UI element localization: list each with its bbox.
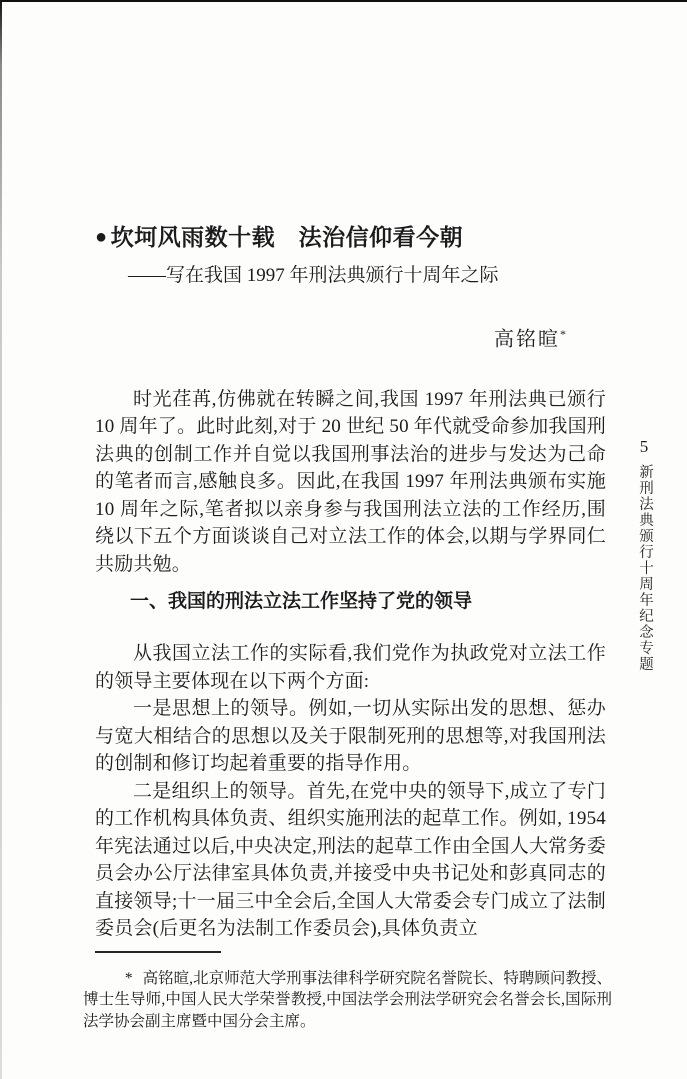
article-subtitle: ——写在我国 1997 年刑法典颁行十周年之际 [128, 265, 499, 286]
section-paragraph: 二是组织上的领导。首先,在党中央的领导下,成立了专门的工作机构具体负责、组织实施刑法的起草工作。例如, 1954 年宪法通过以后,中央决定,刑法的起草工作由全国人大常务委员会办公厅法律室具体负责,并接受中央书记处和彭真同志的直接领导;十一届三中全会后,全国人大常委会专门成立了法制委员会(后更名为法制工作委员会),具体负责立 [95, 780, 606, 940]
footnote-mark: * [124, 969, 133, 987]
section-heading: 一、我国的刑法立法工作坚持了党的领导 [130, 591, 473, 613]
topic-caption-vertical: 新刑法典颁行十周年纪念专题 [637, 464, 653, 672]
article-title [95, 224, 606, 253]
author-line [95, 322, 606, 352]
section-paragraph: 一是思想上的领导。例如,一切从实际出发的思想、惩办与宽大相结合的思想以及关于限制死刑的思想等,对我国刑法的创制和修订均起着重要的指导作用。 [95, 698, 606, 775]
article-content [83, 0, 612, 1032]
article-title-text: 坎坷风雨数十载 法治信仰看今朝 [110, 225, 464, 250]
scan-edge-left [0, 0, 2, 1079]
author-name: 高铭暄 [494, 328, 560, 351]
page-number: 5 [639, 437, 649, 456]
bullet-icon: ● [95, 226, 108, 248]
section-paragraph: 从我国立法工作的实际看,我们党作为执政党对立法工作的领导主要体现在以下两个方面: [95, 643, 606, 692]
footnote-divider [95, 951, 221, 953]
footnote [83, 968, 612, 1033]
intro-paragraph: 时光荏苒,仿佛就在转瞬之间,我国 1997 年刑法典已颁行 10 周年了。此时此刻,对于 20 世纪 50 年代就受命参加我国刑法典的创制工作并自觉以我国刑事法治的进步与发达为己命的笔者而言,感触良多。因此,在我国 1997 年刑法典颁布实施 10 周年之际,笔者拟以亲身参与我国刑法立法的工作经历,围绕以下五个方面谈谈自己对立法工作的体会,以期与学界同仁共励共勉。 [95, 388, 606, 575]
author-footnote-mark: * [560, 327, 566, 341]
footnote-text: 高铭暄,北京师范大学刑事法律科学研究院名誉院长、特聘顾问教授、博士生导师,中国人民大学荣誉教授,中国法学会刑法学研究会名誉会长,国际刑法学协会副主席暨中国分会主席。 [83, 969, 612, 1030]
